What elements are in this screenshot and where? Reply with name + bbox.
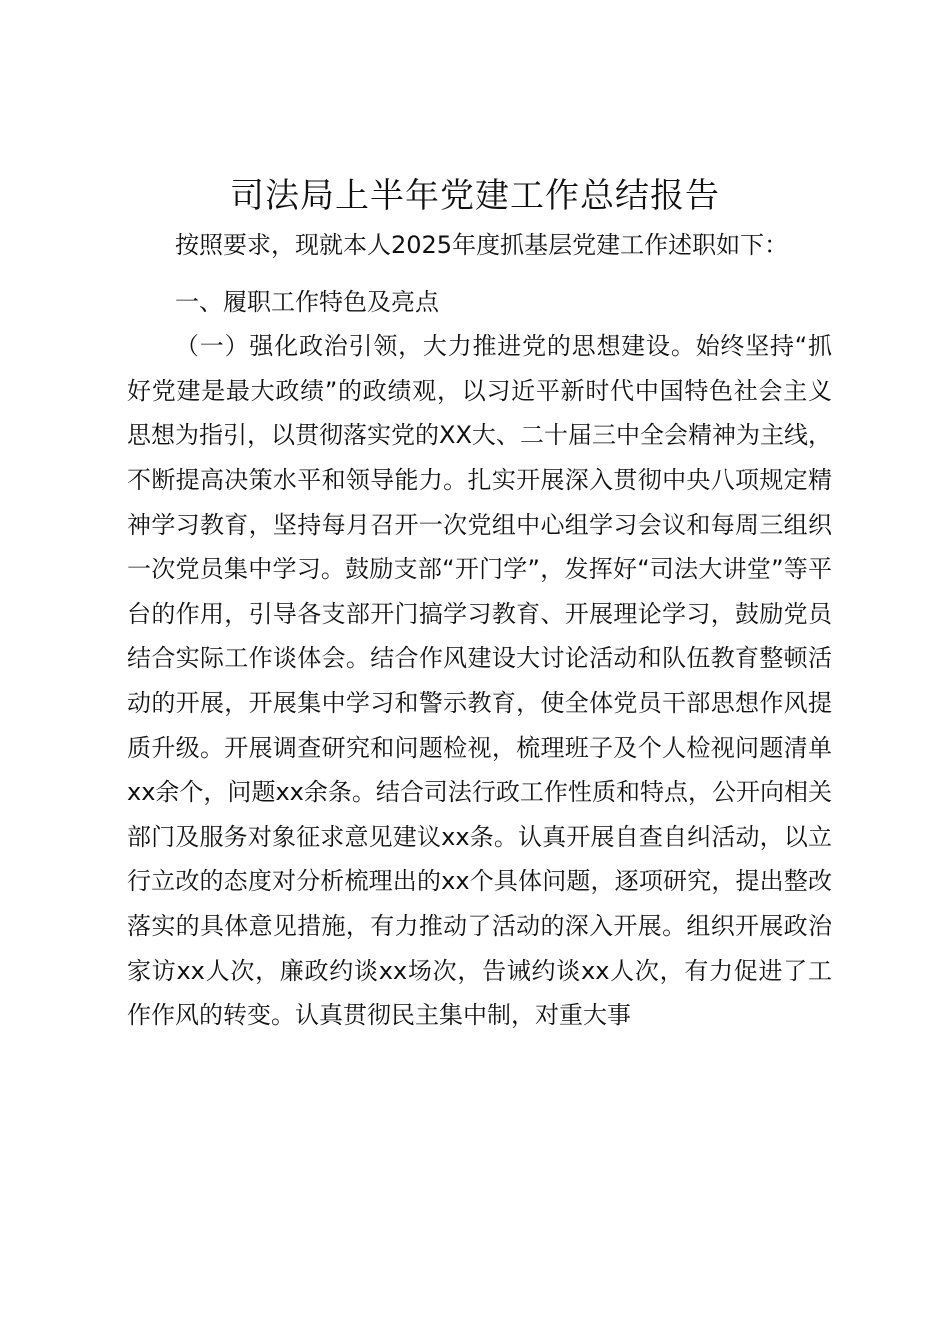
- section-paragraph: （一）强化政治引领，大力推进党的思想建设。始终坚持“抓好党建是最大政绩”的政绩观，以习近平新时代中国特色社会主义思想为指引，以贯彻落实党的XX大、二十届三中全会精神为主线，不断提高决策水平和领导能力。扎实开展深入贯彻中央八项规定精神学习教育，坚持每月召开一次党组中心组学习会议和每周三组织一次党员集中学习。鼓励支部“开门学”，发挥好“司法大讲堂”等平台的作用，引导各支部开门搞学习教育、开展理论学习，鼓励党员结合实际工作谈体会。结合作风建设大讨论活动和队伍教育整顿活动的开展，开展集中学习和警示教育，使全体党员干部思想作风提质升级。开展调查研究和问题检视，梳理班子及个人检视问题清单xx余个，问题xx余条。结合司法行政工作性质和特点，公开向相关部门及服务对象征求意见建议xx条。认真开展自查自纠活动，以立行立改的态度对分析梳理出的xx个具体问题，逐项研究，提出整改落实的具体意见措施，有力推动了活动的深入开展。组织开展政治家访xx人次，廉政约谈xx场次，告诫约谈xx人次，有力促进了工作作风的转变。认真贯彻民主集中制，对重大事: [127, 332, 832, 1030]
- intro-paragraph: 按照要求，现就本人2025年度抓基层党建工作述职如下：: [175, 231, 789, 259]
- section-heading: 一、履职工作特色及亮点: [175, 287, 439, 316]
- document-body: [127, 223, 832, 1038]
- document-title: 司法局上半年党建工作总结报告: [230, 176, 720, 216]
- paragraph-gap: [127, 268, 832, 280]
